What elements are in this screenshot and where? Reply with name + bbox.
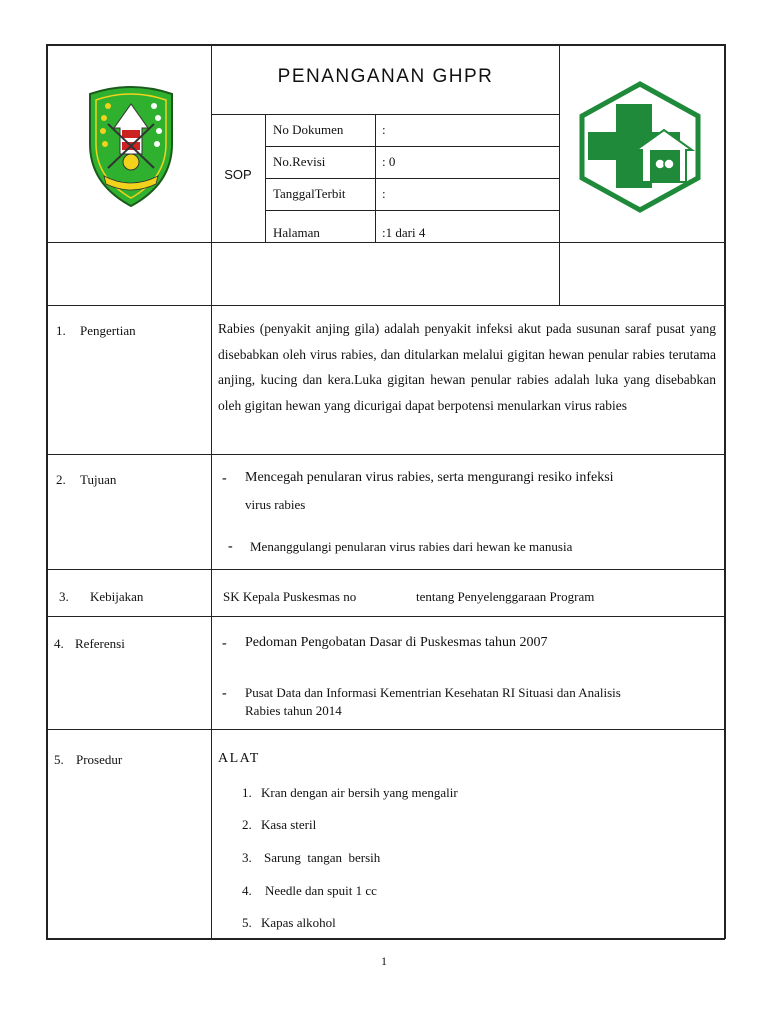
list-item: Kran dengan air bersih yang mengalir <box>261 785 458 800</box>
list-item-number: 1. <box>242 785 252 800</box>
prosedur-heading: ALAT <box>218 751 260 766</box>
tujuan-item-line: Mencegah penularan virus rabies, serta mengurangi resiko infeksi <box>245 470 614 485</box>
section-number: 4. <box>54 636 64 651</box>
pengertian-text: Rabies (penyakit anjing gila) adalah penyakit infeksi akut pada susunan saraf pusat yang disebabkan oleh virus rabies, dan ditularkan melalui gigitan hewan penular rabies terutama anjing, kucing dan kera.Luka gigitan hewan penular rabies adalah luka yang disebabkan oleh gigitan hewan yang dicurigai dapat berpotensi menularkan virus rabies <box>218 321 716 413</box>
section-label: Referensi <box>75 636 125 651</box>
list-item-number: 4. <box>242 883 252 898</box>
bullet-dash: - <box>222 686 227 701</box>
puskesmas-logo <box>574 80 706 214</box>
sop-label: SOP <box>224 167 252 182</box>
doc-number-value: : <box>382 122 386 137</box>
list-item-number: 3. <box>242 850 252 865</box>
list-item: Needle dan spuit 1 cc <box>265 883 377 898</box>
section-number: 1. <box>56 323 66 338</box>
issue-date-label: TanggalTerbit <box>273 186 346 201</box>
kebijakan-text: tentang Penyelenggaraan Program <box>416 589 595 604</box>
issue-date-value: : <box>382 186 386 201</box>
section-label: Prosedur <box>76 752 123 767</box>
revision-value: : 0 <box>382 154 396 169</box>
section-number: 2. <box>56 472 66 487</box>
referensi-item-line: Pusat Data dan Informasi Kementrian Kesehatan RI Situasi dan Analisis <box>245 685 621 700</box>
regency-emblem-logo <box>86 84 176 210</box>
section-label: Pengertian <box>80 323 136 338</box>
section-label: Tujuan <box>80 472 117 487</box>
bullet-dash: - <box>222 636 227 651</box>
section-number: 5. <box>54 752 64 767</box>
tujuan-item-line: Menanggulangi penularan virus rabies dari hewan ke manusia <box>250 539 573 554</box>
referensi-item-line: Rabies tahun 2014 <box>245 703 342 718</box>
list-item: Kasa steril <box>261 817 317 832</box>
list-item: Kapas alkohol <box>261 915 336 930</box>
referensi-item-line: Pedoman Pengobatan Dasar di Puskesmas tahun 2007 <box>245 635 548 650</box>
doc-number-label: No Dokumen <box>273 122 344 137</box>
revision-label: No.Revisi <box>273 154 326 169</box>
page-title: PENANGANAN GHPR <box>277 66 494 87</box>
tujuan-item-line: virus rabies <box>245 497 306 512</box>
list-item-number: 5. <box>242 915 252 930</box>
section-label: Kebijakan <box>90 589 144 604</box>
list-item: Sarung tangan bersih <box>264 850 381 865</box>
page-number: 1 <box>381 954 387 968</box>
section-number: 3. <box>59 589 69 604</box>
page-count-value: :1 dari 4 <box>382 225 426 240</box>
page-count-label: Halaman <box>273 225 320 240</box>
list-item-number: 2. <box>242 817 252 832</box>
bullet-dash: - <box>228 539 233 554</box>
kebijakan-text: SK Kepala Puskesmas no <box>223 589 357 604</box>
bullet-dash: - <box>222 471 227 486</box>
